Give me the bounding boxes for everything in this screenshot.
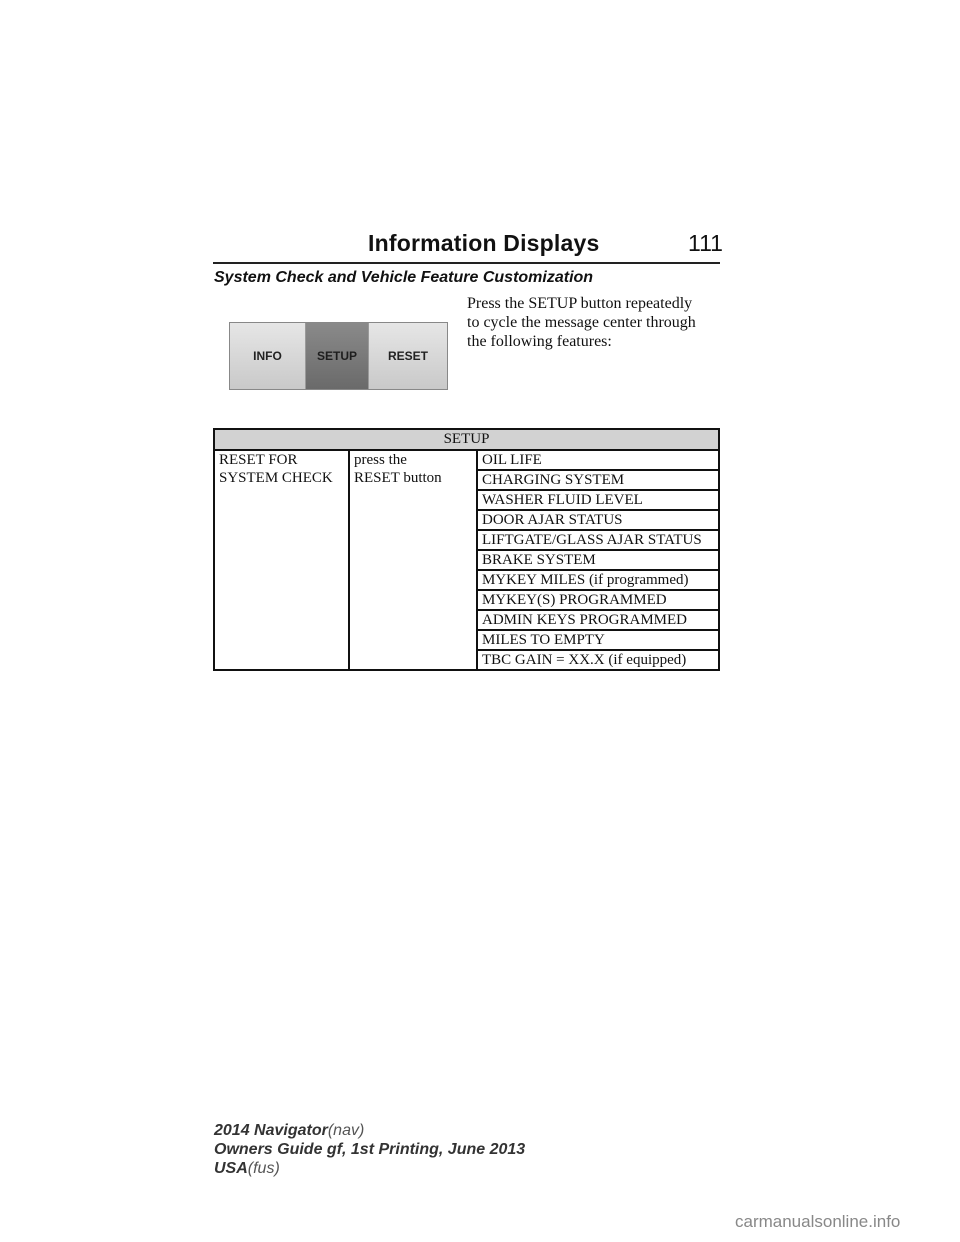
cell-line: RESET button bbox=[354, 470, 442, 486]
table-header-row bbox=[214, 429, 719, 450]
feature-cell: TBC GAIN = XX.X (if equipped) bbox=[477, 650, 719, 670]
footer-line bbox=[214, 1140, 525, 1159]
footer-market-code: (fus) bbox=[247, 1160, 280, 1177]
feature-cell: WASHER FLUID LEVEL bbox=[477, 490, 719, 510]
footer-market: USA bbox=[214, 1160, 248, 1177]
feature-cell: BRAKE SYSTEM bbox=[477, 550, 719, 570]
info-button-illustration: INFO bbox=[230, 323, 306, 389]
intro-paragraph bbox=[467, 294, 722, 351]
footer-line bbox=[214, 1121, 525, 1140]
system-check-cell bbox=[214, 450, 349, 670]
footer-line bbox=[214, 1159, 525, 1178]
intro-line: the following features: bbox=[467, 333, 612, 350]
table-row bbox=[214, 450, 719, 470]
action-cell bbox=[349, 450, 477, 670]
document-footer bbox=[214, 1121, 525, 1178]
cell-line: press the bbox=[354, 452, 407, 468]
header-rule bbox=[213, 262, 720, 264]
intro-line: to cycle the message center through bbox=[467, 314, 696, 331]
feature-cell: DOOR AJAR STATUS bbox=[477, 510, 719, 530]
footer-model: 2014 Navigator bbox=[214, 1122, 328, 1139]
cell-line: SYSTEM CHECK bbox=[219, 470, 333, 486]
feature-cell: MILES TO EMPTY bbox=[477, 630, 719, 650]
reset-button-illustration: RESET bbox=[369, 323, 447, 389]
feature-cell: MYKEY(S) PROGRAMMED bbox=[477, 590, 719, 610]
setup-button-illustration: SETUP bbox=[306, 323, 369, 389]
page-number: 111 bbox=[688, 230, 723, 256]
feature-cell: LIFTGATE/GLASS AJAR STATUS bbox=[477, 530, 719, 550]
feature-cell: ADMIN KEYS PROGRAMMED bbox=[477, 610, 719, 630]
feature-cell: MYKEY MILES (if programmed) bbox=[477, 570, 719, 590]
watermark-link[interactable]: carmanualsonline.info bbox=[735, 1212, 901, 1231]
footer-model-code: (nav) bbox=[327, 1122, 365, 1139]
footer-printing: Owners Guide gf, 1st Printing, June 2013 bbox=[214, 1141, 526, 1158]
page-header-title: Information Displays bbox=[368, 230, 600, 256]
setup-features-table bbox=[213, 428, 720, 671]
feature-cell: CHARGING SYSTEM bbox=[477, 470, 719, 490]
message-center-buttons-illustration bbox=[229, 322, 448, 390]
intro-line: Press the SETUP button repeatedly bbox=[467, 295, 693, 312]
cell-line: RESET FOR bbox=[219, 452, 298, 468]
table-header-cell: SETUP bbox=[214, 429, 719, 450]
feature-cell: OIL LIFE bbox=[477, 450, 719, 470]
section-heading: System Check and Vehicle Feature Customization bbox=[214, 269, 594, 286]
